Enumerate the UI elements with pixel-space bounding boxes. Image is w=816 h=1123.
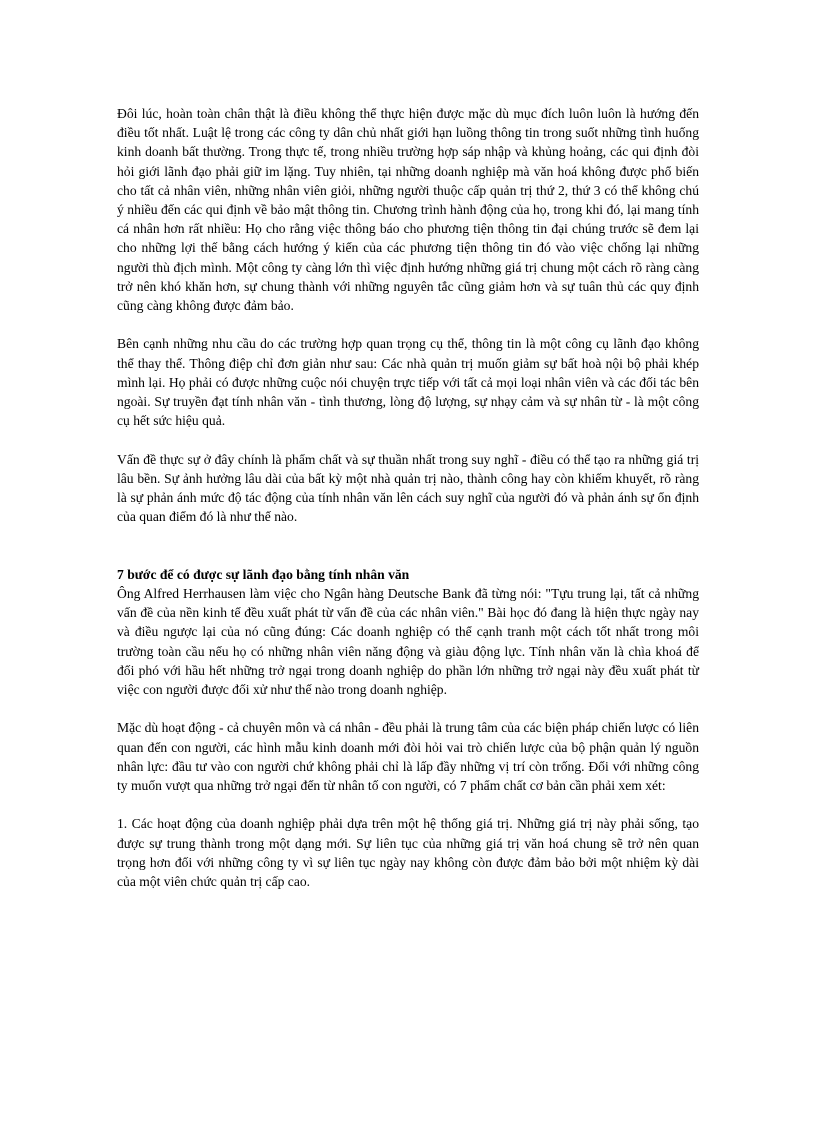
paragraph-herrhausen-quote: Ông Alfred Herrhausen làm việc cho Ngân hàng Deutsche Bank đã từng nói: "Tựu trung lại, tất cả những vấn đề của nền kinh tế đều xuất phát từ vấn đề của các nhân viên." Bài học đó đang là hiện thực ngày nay và điều ngược lại của nó cũng đúng: Các doanh nghiệp có thể cạnh tranh một cách tốt nhất trong môi trường toàn cầu nếu họ có những nhân viên năng động và giàu động lực. Tính nhân văn là chìa khoá để đối phó với hầu hết những trở ngại trong doanh nghiệp do phần lớn những trở ngại này đều xuất phát từ việc con người được đối xử như thế nào trong doanh nghiệp. — [117, 586, 699, 698]
paragraph-truthfulness: Đôi lúc, hoàn toàn chân thật là điều không thể thực hiện được mặc dù mục đích luôn luôn là hướng đến điều tốt nhất. Luật lệ trong các công ty dân chủ nhất giới hạn luồng thông tin trong suốt những tình huống kinh doanh bất thường. Trong thực tế, trong nhiều trường hợp sáp nhập và khủng hoảng, các qui định đòi hỏi giới lãnh đạo phải giữ im lặng. Tuy nhiên, tại những doanh nghiệp mà văn hoá không được phổ biến cho tất cả nhân viên, những nhân viên giỏi, những người thuộc cấp quản trị thứ 2, thứ 3 có thể không chú ý nhiều đến các qui định về bảo mật thông tin. Chương trình hành động của họ, trong khi đó, lại mang tính cá nhân hơn rất nhiều: Họ cho rằng việc thông báo cho phương tiện thông tin đại chúng trước sẽ đem lại cho những lợi thế bằng cách hướng ý kiến của các phương tiện thông tin đó vào việc chống lại những người thù địch mình. Một công ty càng lớn thì việc định hướng những giá trị chung một cách rõ ràng càng trở nên khó khăn hơn, sự chung thành với những nguyên tắc cũng giảm hơn và sự tuân thủ các quy định cũng càng không được đảm bảo. — [117, 106, 699, 314]
paragraph-strategic-role: Mặc dù hoạt động - cả chuyên môn và cá nhân - đều phải là trung tâm của các biện pháp chiến lược có liên quan đến con người, các hình mẫu kinh doanh mới đòi hỏi vai trò chiến lược của bộ phận quản lý nguồn nhân lực: đầu tư vào con người chứ không phải chỉ là lấp đầy những vị trí còn trống. Đối với những công ty muốn vượt qua những trở ngại đến từ nhân tố con người, có 7 phẩm chất cơ bản cần phải xem xét: — [117, 720, 699, 794]
paragraph-quality-of-thinking: Vấn đề thực sự ở đây chính là phẩm chất và sự thuần nhất trong suy nghĩ - điều có thể tạo ra những giá trị lâu bền. Sự ảnh hưởng lâu dài của bất kỳ một nhà quản trị nào, thành công hay còn khiếm khuyết, rõ ràng là sự phản ánh mức độ tác động của tính nhân văn lên cách suy nghĩ của người đó và phản ánh sự ổn định của quan điểm đó là như thế nào. — [117, 451, 699, 525]
section-heading: 7 bước để có được sự lãnh đạo bằng tính nhân văn — [117, 566, 410, 582]
paragraph-spacer — [117, 795, 699, 814]
document-page — [117, 104, 699, 891]
paragraph-spacer — [117, 699, 699, 718]
paragraph-spacer — [117, 430, 699, 449]
paragraph-spacer — [117, 315, 699, 334]
section-spacer — [117, 526, 699, 564]
paragraph-step-1: 1. Các hoạt động của doanh nghiệp phải dựa trên một hệ thống giá trị. Những giá trị này phải sống, tạo được sự trung thành trong một dạng mới. Sự liên tục của những giá trị văn hoá chung sẽ trở nên quan trọng hơn đối với những công ty vì sự liên tục ngày nay không còn được đảm bảo bởi một nhiệm kỳ dài của một viên chức quản trị cấp cao. — [117, 816, 699, 890]
paragraph-information-tool: Bên cạnh những nhu cầu do các trường hợp quan trọng cụ thể, thông tin là một công cụ lãnh đạo không thể thay thế. Thông điệp chỉ đơn giản như sau: Các nhà quản trị muốn giảm sự bất hoà nội bộ phải khép mình lại. Họ phải có được những cuộc nói chuyện trực tiếp với tất cả mọi loại nhân viên và các đối tác bên ngoài. Sự truyền đạt tính nhân văn - tình thương, lòng độ lượng, sự nhạy cảm và sự nhân từ - là một công cụ hết sức hiệu quả. — [117, 336, 699, 429]
